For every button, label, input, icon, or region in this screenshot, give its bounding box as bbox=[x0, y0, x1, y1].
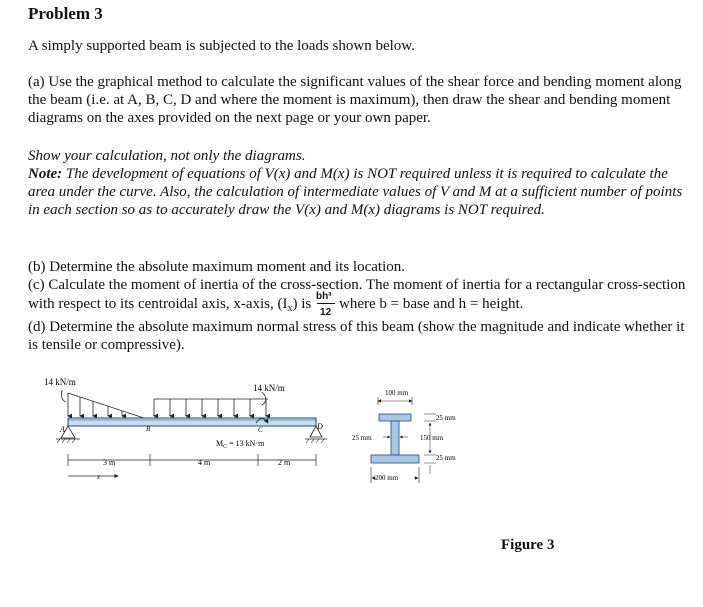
beam-body bbox=[68, 418, 316, 426]
fraction-numerator: bh³ bbox=[316, 291, 332, 302]
point-b-label: B bbox=[146, 425, 151, 433]
show-calculation-text: Show your calculation, not only the diagrams. bbox=[28, 148, 306, 164]
part-c-text-3: where b = base and h = height. bbox=[339, 296, 524, 312]
problem-title: Problem 3 bbox=[28, 4, 103, 23]
moment-label bbox=[216, 439, 265, 450]
span-cd-label: 2 m bbox=[278, 458, 291, 467]
part-b-text: (b) Determine the absolute maximum moment and its location. bbox=[28, 259, 405, 275]
x-axis-label: x bbox=[97, 473, 101, 481]
point-a-label: A bbox=[60, 425, 65, 434]
figure-label: Figure 3 bbox=[501, 537, 555, 553]
moment-value: = 13 kN·m bbox=[227, 439, 265, 448]
intro-text: A simply supported beam is subjected to the loads shown below. bbox=[28, 38, 415, 54]
span-ab-label: 3 m bbox=[103, 458, 116, 467]
span-bc-label: 4 m bbox=[198, 458, 211, 467]
uniform-load bbox=[154, 392, 268, 416]
point-c-label: C bbox=[258, 426, 263, 434]
left-load-label: 14 kN/m bbox=[44, 377, 76, 387]
web-thickness-label: 25 mm bbox=[352, 434, 372, 442]
note-label: Note: bbox=[28, 166, 63, 182]
part-c-text-2: ) is bbox=[292, 296, 312, 312]
top-flange-width-label: 100 mm bbox=[385, 389, 409, 397]
roller-support-d bbox=[305, 426, 327, 443]
fraction-denominator: 12 bbox=[320, 307, 332, 318]
note-body: The development of equations of V(x) and M(x) is NOT required unless it is required to calculate the area under the curve. Also, the calculation of intermediate values of V and M at a sufficient number of points in each section so as to accurately draw the V(x) and M(x) diagrams is NOT required. bbox=[28, 166, 683, 218]
beam-diagram bbox=[44, 377, 327, 481]
triangular-load bbox=[62, 390, 151, 420]
part-a-text: (a) Use the graphical method to calculate the significant values of the shear force and bending moment along the beam (i.e. at A, B, C, D and where the moment is maximum), then draw the shear and bending moment diagrams on the axes provided on the next page or your own paper. bbox=[28, 74, 682, 126]
cross-section bbox=[352, 389, 456, 483]
moment-subscript: C bbox=[223, 444, 228, 450]
bottom-flange bbox=[371, 455, 419, 463]
top-flange-thickness-label: 25 mm bbox=[436, 414, 456, 422]
moment-symbol: M bbox=[216, 439, 224, 448]
web bbox=[391, 421, 399, 455]
web-height-label: 150 mm bbox=[420, 434, 444, 442]
part-d-text: (d) Determine the absolute maximum normal stress of this beam (show the magnitude and indicate whether it is tensile or compressive). bbox=[28, 319, 685, 353]
bottom-flange-width-label: 200 mm bbox=[375, 474, 399, 482]
bottom-flange-thickness-label: 25 mm bbox=[436, 454, 456, 462]
part-c-text-1: (c) Calculate the moment of inertia of the cross-section. The moment of inertia for a rectangular cross-section with respect to its centroidal axis, x-axis, (I bbox=[28, 277, 686, 312]
point-d-label: D bbox=[317, 422, 323, 431]
uniform-load-label: 14 kN/m bbox=[253, 383, 285, 393]
top-flange bbox=[379, 414, 411, 421]
ix-subscript: x bbox=[287, 303, 293, 314]
